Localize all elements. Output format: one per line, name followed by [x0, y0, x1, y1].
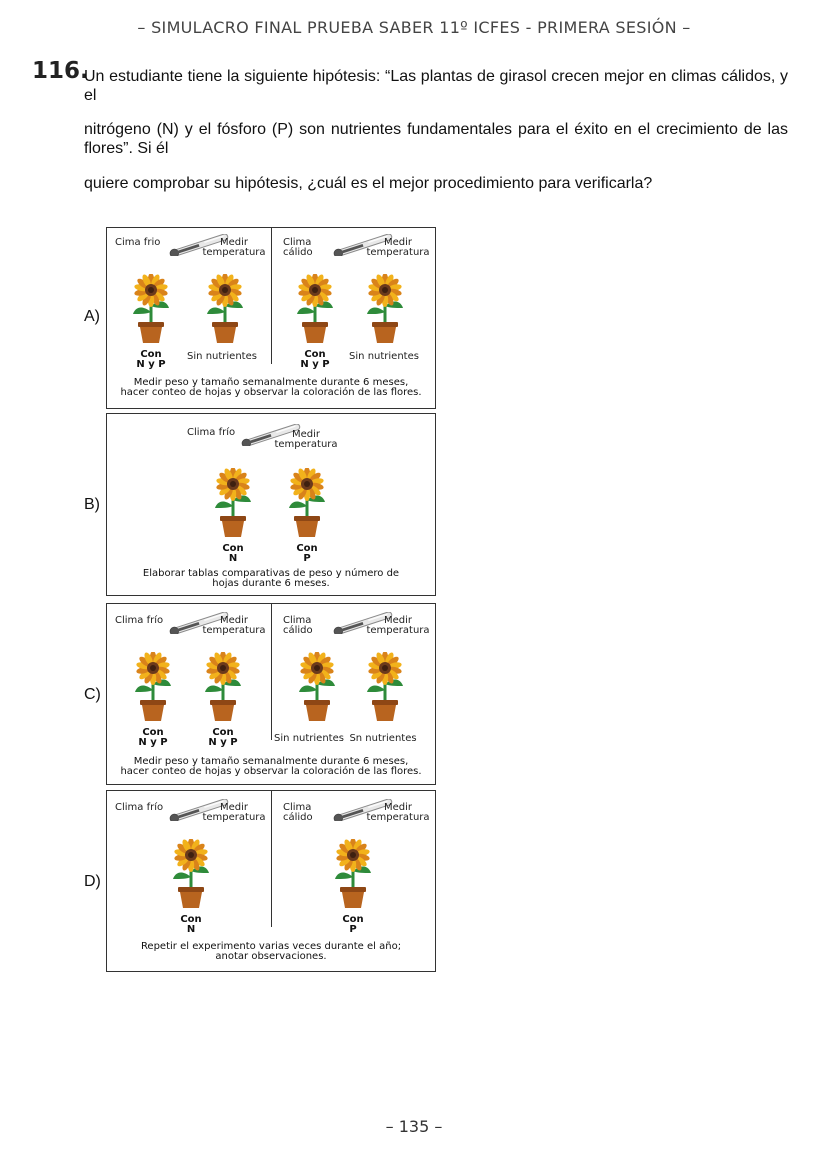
sunflower-pot-icon — [363, 652, 407, 722]
option-a-divider — [271, 228, 272, 364]
option-d-letter[interactable]: D) — [84, 873, 101, 890]
option-c-measure2-label: Medir temperatura — [366, 615, 430, 636]
option-c-divider — [271, 604, 272, 740]
option-c-warm-label: Clima cálido — [283, 615, 313, 636]
option-b-panel[interactable] — [106, 413, 436, 596]
option-d-divider — [271, 791, 272, 927]
sunflower-pot-icon — [201, 652, 245, 722]
option-d-panel[interactable] — [106, 790, 436, 972]
sunflower-pot-icon — [295, 652, 339, 722]
option-b-letter[interactable]: B) — [84, 496, 100, 513]
option-b-pot1-label: Con N — [222, 543, 244, 564]
option-c-cold-label: Clima frío — [115, 615, 164, 626]
option-b-pot2-label: Con P — [296, 543, 318, 564]
option-a-pot3-label: Con N y P — [300, 349, 330, 370]
option-b-caption: Elaborar tablas comparativas de peso y número de hojas durante 6 meses. — [142, 568, 400, 589]
question-number: 116. — [32, 58, 89, 84]
sunflower-pot-icon — [129, 274, 173, 344]
sunflower-pot-icon — [131, 652, 175, 722]
option-a-warm-label: Clima cálido — [283, 237, 313, 258]
option-d-measure-label: Medir temperatura — [202, 802, 266, 823]
option-a-pot2-label: Sin nutrientes — [187, 351, 257, 362]
sunflower-pot-icon — [285, 468, 329, 538]
option-d-measure2-label: Medir temperatura — [366, 802, 430, 823]
sunflower-pot-icon — [331, 839, 375, 909]
option-c-measure-label: Medir temperatura — [202, 615, 266, 636]
sunflower-pot-icon — [169, 839, 213, 909]
sunflower-pot-icon — [293, 274, 337, 344]
option-a-measure2-label: Medir temperatura — [366, 237, 430, 258]
sunflower-pot-icon — [203, 274, 247, 344]
option-c-letter[interactable]: C) — [84, 686, 101, 703]
option-a-cold-label: Cima frio — [115, 237, 161, 248]
sunflower-pot-icon — [363, 274, 407, 344]
question-text-line3: quiere comprobar su hipótesis, ¿cuál es el mejor procedimiento para verificarla? — [84, 175, 653, 192]
option-a-letter[interactable]: A) — [84, 308, 100, 325]
option-d-caption: Repetir el experimento varias veces durante el año; anotar observaciones. — [140, 941, 402, 962]
option-b-cold-label: Clima frío — [187, 427, 236, 438]
option-a-pot4-label: Sin nutrientes — [349, 351, 419, 362]
option-c-pot2-label: Con N y P — [208, 727, 238, 748]
option-d-pot1-label: Con N — [180, 914, 202, 935]
question-text-line1: Un estudiante tiene la siguiente hipótesis: “Las plantas de girasol crecen mejor en climas cálidos, y el — [84, 68, 788, 104]
question-text-line2: nitrógeno (N) y el fósforo (P) son nutrientes fundamentales para el éxito en el crecimiento de las flores”. Si él — [84, 121, 788, 157]
option-c-pot3-label: Sin nutrientes — [274, 733, 344, 744]
page-header: – SIMULACRO FINAL PRUEBA SABER 11º ICFES - PRIMERA SESIÓN – — [137, 18, 691, 37]
option-c-caption: Medir peso y tamaño semanalmente durante 6 meses, hacer conteo de hojas y observar la coloración de las flores. — [120, 756, 422, 777]
option-a-measure-label: Medir temperatura — [202, 237, 266, 258]
option-a-pot1-label: Con N y P — [136, 349, 166, 370]
page-number: – 135 – — [385, 1117, 443, 1136]
option-c-pot4-label: Sn nutrientes — [349, 733, 417, 744]
option-d-warm-label: Clima cálido — [283, 802, 313, 823]
option-c-pot1-label: Con N y P — [138, 727, 168, 748]
option-d-pot2-label: Con P — [342, 914, 364, 935]
option-a-panel[interactable] — [106, 227, 436, 409]
option-b-measure-label: Medir temperatura — [274, 429, 338, 450]
option-c-panel[interactable] — [106, 603, 436, 785]
option-a-caption: Medir peso y tamaño semanalmente durante 6 meses, hacer conteo de hojas y observar la coloración de las flores. — [120, 377, 422, 398]
sunflower-pot-icon — [211, 468, 255, 538]
option-d-cold-label: Clima frío — [115, 802, 164, 813]
